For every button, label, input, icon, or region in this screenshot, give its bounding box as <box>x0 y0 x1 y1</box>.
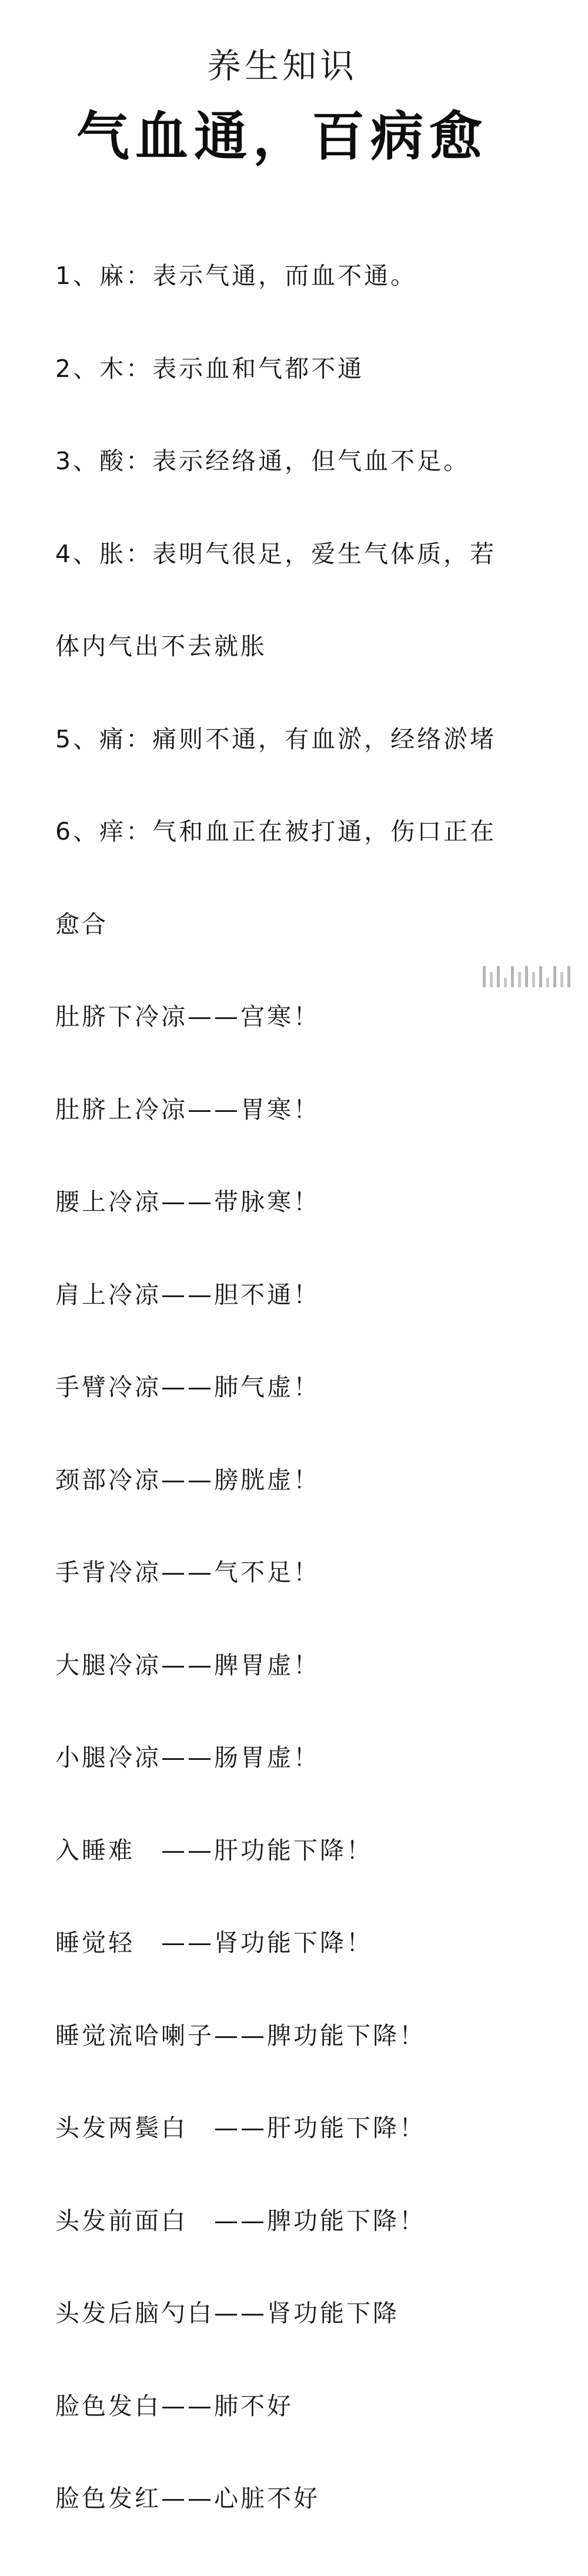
list-item: 头发后脑勺白——肾功能下降 <box>55 2299 399 2327</box>
list-item: 肚脐下冷凉——宫寒！ <box>55 1003 320 1031</box>
barcode-watermark-icon <box>483 966 570 987</box>
list-item: 6、痒：气和血正在被打通，伤口正在 <box>55 817 497 846</box>
page-title: 气血通，百病愈 <box>76 106 488 168</box>
list-item: 头发前面白 ——脾功能下降！ <box>55 2206 426 2235</box>
list-item: 大腿冷凉——脾胃虚！ <box>55 1650 320 1679</box>
list-item: 脸色发红——心脏不好 <box>55 2484 320 2512</box>
content-list <box>55 199 543 2576</box>
list-item: 2、木：表示血和气都不通 <box>55 354 365 383</box>
list-item: 手背冷凉——气不足！ <box>55 1558 320 1586</box>
list-item: 肩上冷凉——胆不通！ <box>55 1280 320 1309</box>
list-item: 睡觉流哈喇子——脾功能下降！ <box>55 2021 426 2050</box>
list-item: 愈合 <box>55 910 108 938</box>
list-item: 头发两鬓白 ——肝功能下降！ <box>55 2114 426 2142</box>
list-item: 入睡难 ——肝功能下降！ <box>55 1836 373 1865</box>
list-item: 小腿冷凉——肠胃虚！ <box>55 1743 320 1772</box>
list-item: 3、酸：表示经络通，但气血不足。 <box>55 447 470 475</box>
list-item: 腰上冷凉——带脉寒！ <box>55 1188 320 1216</box>
list-item: 1、麻：表示气通，而血不通。 <box>55 262 417 290</box>
list-item: 颈部冷凉——膀胱虚！ <box>55 1465 320 1494</box>
list-item: 肚脐上冷凉——胃寒！ <box>55 1095 320 1124</box>
list-item: 脸色发白——肺不好 <box>55 2391 293 2420</box>
list-item: 5、痛：痛则不通，有血淤，经络淤堵 <box>55 724 497 753</box>
list-item: 4、胀：表明气很足，爱生气体质，若 <box>55 539 497 568</box>
list-item: 睡觉轻 ——肾功能下降！ <box>55 1929 373 1957</box>
list-item: 手臂冷凉——肺气虚！ <box>55 1373 320 1401</box>
list-item: 体内气出不去就胀 <box>55 632 267 660</box>
page-subtitle: 养生知识 <box>206 46 358 86</box>
